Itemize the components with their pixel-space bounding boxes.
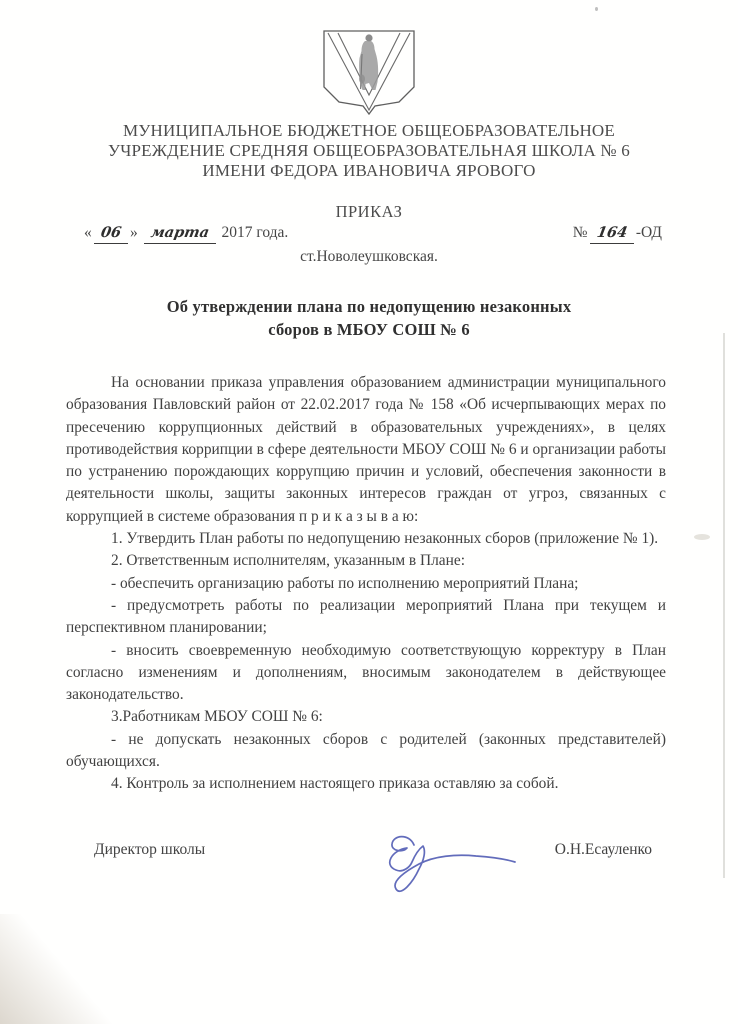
org-name-line: УЧРЕЖДЕНИЕ СРЕДНЯЯ ОБЩЕОБРАЗОВАТЕЛЬНАЯ ШКОЛА № 6 — [108, 141, 630, 160]
body-paragraph: - не допускать незаконных сборов с родителей (законных представителей) обучающихся. — [66, 730, 666, 771]
date-line — [84, 224, 288, 244]
document-title-line: сборов в МБОУ СОШ № 6 — [268, 320, 470, 339]
body-paragraph: 2. Ответственным исполнителям, указанным в Плане: — [111, 552, 465, 570]
body-paragraph: - предусмотреть работы по реализации мероприятий Плана при текущем и перспективном планировании; — [66, 596, 666, 637]
signature-ink-icon — [372, 818, 524, 910]
body-paragraph: На основании приказа управления образованием администрации муниципального образования Павловский район от 22.02.2017 года № 158 «Об исчерпывающих мерах по пресечению коррупционных действий в образовательных учреждениях», в целях противодействия коррипции в сфере деятельности МБОУ СОШ № 6 и организации работы по устранению порождающих коррупцию причин и условий, обеспечения законности в деятельности школы, защиты законных интересов граждан от угроз, связанных с коррупцией в системе образования п р и к а з ы в а ю: — [66, 374, 666, 525]
body-paragraph: 4. Контроль за исполнением настоящего приказа оставляю за собой. — [111, 775, 559, 793]
body-paragraph: 3.Работникам МБОУ СОШ № 6: — [111, 708, 323, 726]
date-day-blank — [94, 224, 128, 244]
number-blank — [590, 224, 634, 244]
org-name-line: ИМЕНИ ФЕДОРА ИВАНОВИЧА ЯРОВОГО — [202, 161, 536, 180]
emblem-container — [0, 27, 738, 117]
date-quote-open: « — [84, 224, 92, 241]
document-title-line: Об утверждении плана по недопущению незаконных — [166, 297, 572, 316]
signer-name: О.Н.Есауленко — [554, 841, 652, 858]
scan-speck — [694, 534, 710, 540]
date-number-row — [84, 224, 662, 244]
scan-corner-shadow — [0, 914, 160, 1024]
number-prefix: № — [572, 224, 588, 241]
figure-silhouette — [359, 34, 378, 90]
org-name-line: МУНИЦИПАЛЬНОЕ БЮДЖЕТНОЕ ОБЩЕОБРАЗОВАТЕЛЬНОЕ — [123, 121, 615, 140]
coat-of-arms-icon — [317, 27, 421, 117]
place-line: ст.Новолеушковская. — [300, 248, 438, 265]
handwritten-number: 164 — [595, 224, 629, 241]
body-paragraph: 1. Утвердить План работы по недопущению незаконных сборов (приложение № 1). — [111, 530, 659, 548]
date-quote-close: » — [129, 224, 138, 241]
date-month-blank — [144, 224, 216, 244]
handwritten-month: марта — [149, 224, 211, 241]
org-name-block — [0, 121, 738, 181]
number-suffix: -ОД — [635, 224, 662, 241]
document-title — [0, 295, 738, 341]
body-paragraph: - вносить своевременную необходимую соответствующую корректуру в План согласно изменениям и дополнениям, вносимым законодателем в действующее законодательство. — [66, 641, 666, 704]
document-type-label: ПРИКАЗ — [335, 202, 403, 221]
body-paragraph: - обеспечить организацию работы по исполнению мероприятий Плана; — [111, 574, 579, 592]
date-year-text: 2017 года. — [221, 224, 289, 241]
handwritten-day: 06 — [99, 224, 123, 241]
scan-edge-line — [723, 333, 725, 878]
number-line — [573, 224, 662, 244]
document-body — [66, 372, 666, 796]
signer-role: Директор школы — [94, 841, 206, 858]
scan-speck — [595, 7, 598, 11]
